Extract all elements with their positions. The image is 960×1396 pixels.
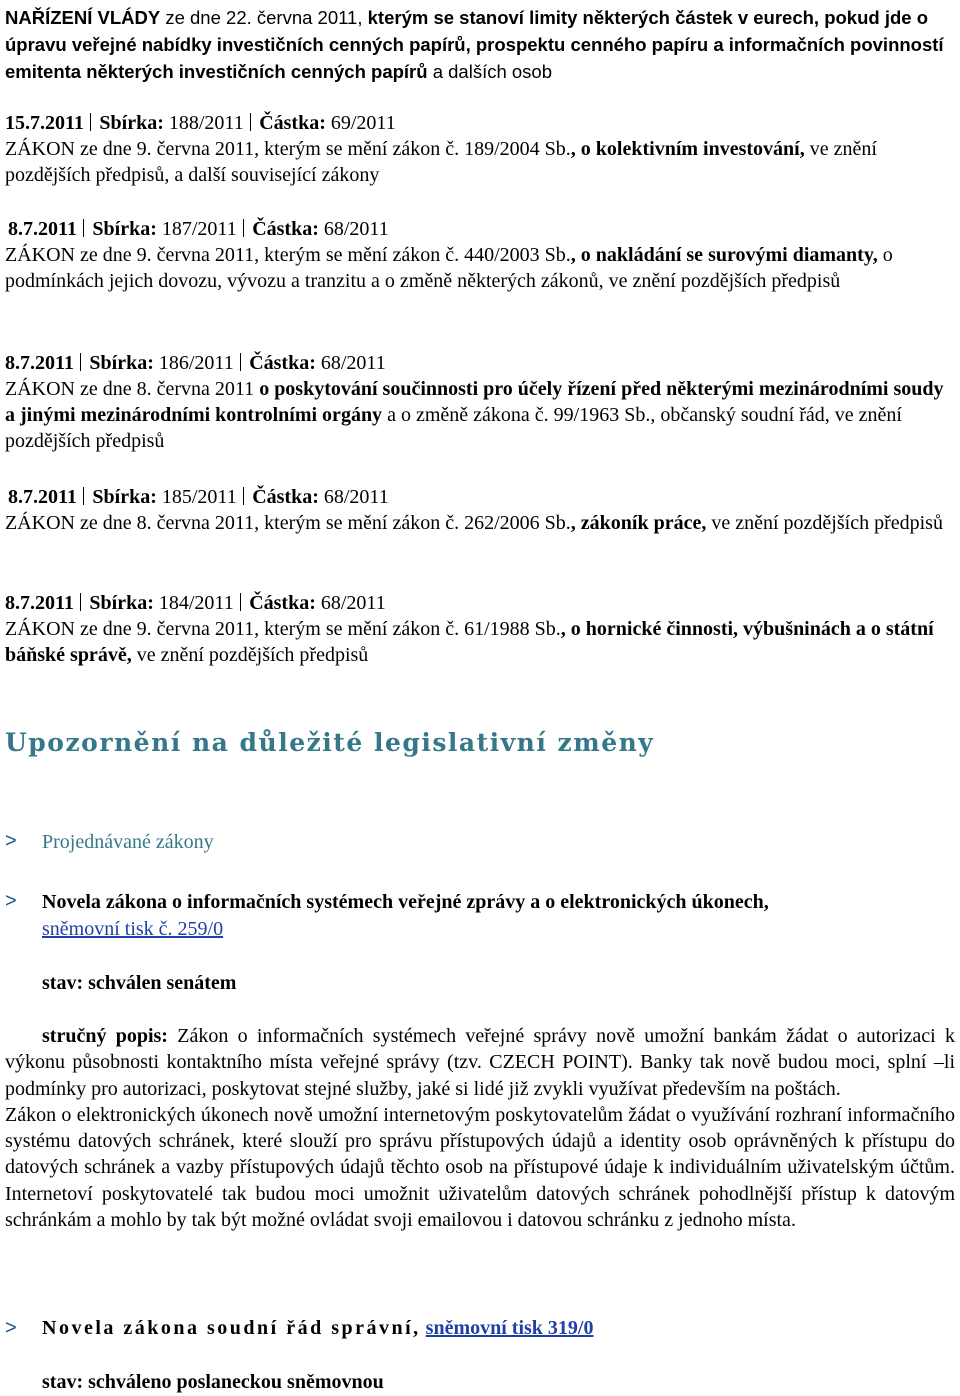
section-heading: Upozornění na důležité legislativní změny <box>5 728 655 757</box>
zakon-label: ZÁKON <box>5 618 75 640</box>
record-text <box>5 242 955 294</box>
record-date: 8.7.2011 <box>8 486 77 508</box>
record-date: 8.7.2011 <box>8 218 77 240</box>
record-text <box>5 510 955 536</box>
nv-title-rest-a: ze dne 22. června 2011, <box>160 7 368 28</box>
separator <box>243 219 245 237</box>
record-header <box>5 590 955 616</box>
record-text <box>5 136 955 188</box>
separator <box>240 353 242 371</box>
castka-number: 68/2011 <box>323 218 389 240</box>
popis-paragraph-1 <box>5 1023 955 1102</box>
text-a: ze dne 9. června 2011, kterým se mění zákon č. 61/1988 Sb. <box>75 618 561 640</box>
record-186 <box>5 350 955 454</box>
popis-text-1: Zákon o informačních systémech veřejné správy nově umožní bankám žádat o autorizaci k výkonu působnosti kontaktního místa veřejné správy (tzv. CZECH POINT). Banky tak nově budou moci, splní –li podmínky pro autorizaci, poskytovat stejné služby, jaké si lidé již zvykli využívat především na poštách. <box>5 1025 955 1100</box>
arrow-icon: > <box>5 830 17 852</box>
record-header <box>5 110 955 136</box>
separator <box>250 113 252 131</box>
castka-label: Částka: <box>259 112 326 134</box>
castka-number: 68/2011 <box>320 352 386 374</box>
text-b: ve znění pozdějších předpisů, a další související zákony <box>5 138 877 186</box>
castka-number: 68/2011 <box>320 592 386 614</box>
popis-paragraph-2: Zákon o elektronických úkonech nově umožní internetovým poskytovatelům žádat o využívání rozhraní informačního systému datových schránek, které slouží pro správu přístupových údajů a identity osob oprávněných k přístupu do datových schránek a vazby přístupových údajů těchto osob na přístupové údaje k individuálním uživatelským účtům. Internetoví poskytovatelé tak budou moci umožnit uživatelům datových schránek pohodlnější přístup k datovým schránkám a mohlo by tak být možné ovládat svoji emailovou i datovou schránku z jednoho místa. <box>5 1103 955 1232</box>
castka-label: Částka: <box>252 486 319 508</box>
text-b: ve znění pozdějších předpisů <box>131 644 369 666</box>
castka-number: 69/2011 <box>330 112 396 134</box>
record-date: 8.7.2011 <box>5 592 74 614</box>
separator <box>80 593 82 611</box>
nv-title-bold2: kterým se stanoví limity některých částek v eurech, pokud jde o úpravu veřejné nabídky investičních cenných papírů, prospektu cenného papíru a informačních povinností emitenta některých investičních cenných papírů <box>5 7 944 82</box>
stav-label: stav: <box>42 1371 84 1393</box>
record-date: 8.7.2011 <box>5 352 74 374</box>
castka-label: Částka: <box>249 592 316 614</box>
stav-label: stav: <box>42 972 84 994</box>
record-text <box>5 376 955 454</box>
text-b: a o změně zákona č. 99/1963 Sb., občanský soudní řád, ve znění pozdějších předpisů <box>5 404 902 452</box>
sbirka-number: 186/2011 <box>158 352 234 374</box>
arrow-icon: > <box>5 890 17 912</box>
novela1-title: Novela zákona o informačních systémech veřejné zprávy a o elektronických úkonech, <box>42 891 769 913</box>
separator <box>243 487 245 505</box>
text-a: ze dne 9. června 2011, kterým se mění zákon č. 440/2003 Sb. <box>75 244 571 266</box>
castka-label: Částka: <box>249 352 316 374</box>
sbirka-number: 184/2011 <box>158 592 234 614</box>
separator <box>90 113 92 131</box>
arrow-icon: > <box>5 1317 17 1339</box>
text-b: ve znění pozdějších předpisů <box>706 512 943 534</box>
record-185 <box>5 484 955 536</box>
sbirka-label: Sbírka: <box>92 486 157 508</box>
novela1-title-block <box>42 889 954 943</box>
separator <box>83 487 85 505</box>
record-date: 15.7.2011 <box>5 112 84 134</box>
separator <box>240 593 242 611</box>
nv-title-rest-b: a dalších osob <box>427 61 553 82</box>
novela1-stav <box>42 970 954 997</box>
text-a: ze dne 9. června 2011, kterým se mění zákon č. 189/2004 Sb. <box>75 138 571 160</box>
novela1-link[interactable]: sněmovní tisk č. 259/0 <box>42 918 224 940</box>
text-bold: , o hornické činnosti, výbušninách a o státní báňské správě, <box>5 618 934 666</box>
text-bold: , zákoník práce, <box>570 512 707 534</box>
castka-label: Částka: <box>252 218 319 240</box>
text-b: o podmínkách jejich dovozu, vývozu a tranzitu a o změně některých zákonů, ve znění pozdějších předpisů <box>5 244 893 292</box>
sbirka-label: Sbírka: <box>89 352 154 374</box>
sbirka-label: Sbírka: <box>92 218 157 240</box>
record-text <box>5 616 955 668</box>
record-188 <box>5 110 955 188</box>
popis-label: stručný popis: <box>42 1025 168 1047</box>
novela1-popis <box>5 1023 955 1233</box>
sbirka-number: 185/2011 <box>161 486 237 508</box>
projednavane-zakony-link[interactable]: Projednávané zákony <box>42 831 214 853</box>
sbirka-label: Sbírka: <box>99 112 164 134</box>
zakon-label: ZÁKON <box>5 378 75 400</box>
zakon-label: ZÁKON <box>5 512 75 534</box>
stav-value: schválen senátem <box>88 972 237 994</box>
nv-title-bold: NAŘÍZENÍ VLÁDY <box>5 7 161 28</box>
record-header <box>5 216 955 242</box>
novela2-title: Novela zákona soudní řád správní, <box>42 1317 421 1339</box>
record-184 <box>5 590 955 668</box>
separator <box>83 219 85 237</box>
text-bold: o poskytování součinnosti pro účely řízení před některými mezinárodními soudy a jinými mezinárodními kontrolními orgány <box>5 378 944 426</box>
text-bold: , o kolektivním investování, <box>570 138 805 160</box>
record-header <box>5 350 955 376</box>
novela2-title-block <box>42 1315 954 1342</box>
record-header <box>5 484 955 510</box>
sbirka-number: 188/2011 <box>168 112 244 134</box>
record-187 <box>5 216 955 294</box>
text-a: ze dne 8. června 2011 <box>75 378 260 400</box>
sbirka-number: 187/2011 <box>161 218 237 240</box>
zakon-label: ZÁKON <box>5 244 75 266</box>
novela2-stav <box>42 1369 954 1396</box>
separator <box>80 353 82 371</box>
text-a: ze dne 8. června 2011, kterým se mění zákon č. 262/2006 Sb. <box>75 512 571 534</box>
sbirka-label: Sbírka: <box>89 592 154 614</box>
stav-value: schváleno poslaneckou sněmovnou <box>88 1371 384 1393</box>
nv-title <box>5 4 955 85</box>
castka-number: 68/2011 <box>323 486 389 508</box>
novela2-link[interactable]: sněmovní tisk 319/0 <box>425 1317 594 1339</box>
zakon-label: ZÁKON <box>5 138 75 160</box>
text-bold: , o nakládání se surovými diamanty, <box>570 244 878 266</box>
